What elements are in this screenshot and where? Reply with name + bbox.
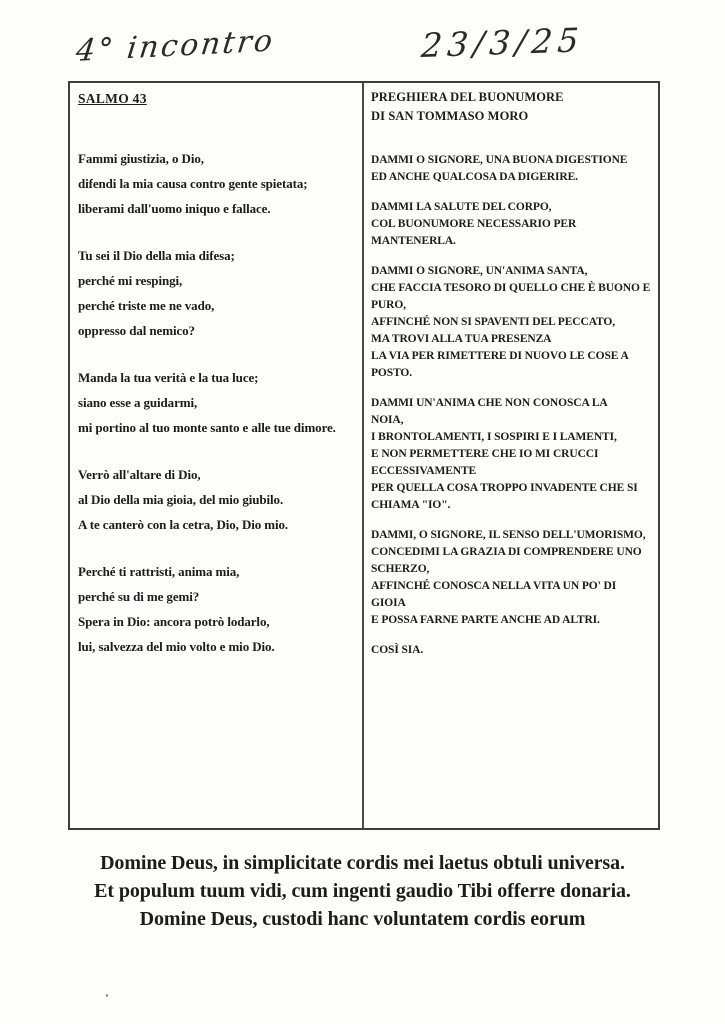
- text-line: Domine Deus, in simplicitate cordis mei laetus obtuli universa.: [100, 852, 625, 874]
- text-line: [371, 514, 654, 527]
- text-line: GIOIA: [371, 597, 406, 609]
- prayer-text: [371, 152, 654, 659]
- text-line: CHE FACCIA TESORO DI QUELLO CHE È BUONO E: [371, 282, 651, 294]
- text-line: perché triste me ne vado,: [78, 298, 215, 313]
- text-line: [78, 537, 358, 559]
- two-column-table: [68, 81, 660, 830]
- text-line: CONCEDIMI LA GRAZIA DI COMPRENDERE UNO: [371, 546, 642, 558]
- text-line: Perché ti rattristi, anima mia,: [78, 564, 240, 579]
- text-line: E POSSA FARNE PARTE ANCHE AD ALTRI.: [371, 614, 600, 626]
- text-line: LA VIA PER RIMETTERE DI NUOVO LE COSE A: [371, 350, 629, 362]
- text-line: POSTO.: [371, 367, 413, 379]
- text-line: difendi la mia causa contro gente spietata;: [78, 176, 308, 191]
- text-line: [78, 440, 358, 462]
- text-line: al Dio della mia gioia, del mio giubilo.: [78, 492, 284, 507]
- text-line: SCHERZO,: [371, 563, 430, 575]
- text-line: PURO,: [371, 299, 406, 311]
- text-line: DI SAN TOMMASO MORO: [371, 109, 529, 123]
- psalm-title: SALMO 43: [78, 91, 147, 106]
- text-line: [371, 250, 654, 263]
- text-line: DAMMI LA SALUTE DEL CORPO,: [371, 201, 552, 213]
- text-line: mi portino al tuo monte santo e alle tue dimore.: [78, 420, 336, 435]
- text-line: MANTENERLA.: [371, 235, 456, 247]
- text-line: PREGHIERA DEL BUONUMORE: [371, 90, 564, 104]
- text-line: Tu sei il Dio della mia difesa;: [78, 248, 235, 263]
- text-line: NOIA,: [371, 414, 404, 426]
- text-line: I BRONTOLAMENTI, I SOSPIRI E I LAMENTI,: [371, 431, 617, 443]
- text-line: [371, 629, 654, 642]
- scan-speck: [106, 994, 108, 997]
- prayer-title: [371, 88, 654, 126]
- text-line: DAMMI O SIGNORE, UNA BUONA DIGESTIONE: [371, 154, 628, 166]
- handwritten-date: 23/3/25: [420, 20, 585, 65]
- text-line: CHIAMA "IO".: [371, 499, 451, 511]
- text-line: AFFINCHÉ CONOSCA NELLA VITA UN PO' DI: [371, 580, 617, 592]
- text-line: siano esse a guidarmi,: [78, 395, 198, 410]
- text-line: DAMMI UN'ANIMA CHE NON CONOSCA LA: [371, 397, 608, 409]
- text-line: liberami dall'uomo iniquo e fallace.: [78, 201, 271, 216]
- text-line: PER QUELLA COSA TROPPO INVADENTE CHE SI: [371, 482, 638, 494]
- text-line: perché su di me gemi?: [78, 589, 200, 604]
- text-line: perché mi respingi,: [78, 273, 183, 288]
- text-line: MA TROVI ALLA TUA PRESENZA: [371, 333, 552, 345]
- text-line: Domine Deus, custodi hanc voluntatem cordis eorum: [139, 908, 586, 930]
- text-line: COL BUONUMORE NECESSARIO PER: [371, 218, 577, 230]
- psalm-column: [70, 83, 364, 828]
- text-line: E NON PERMETTERE CHE IO MI CRUCCI: [371, 448, 599, 460]
- text-line: Fammi giustizia, o Dio,: [78, 151, 204, 166]
- text-line: oppresso dal nemico?: [78, 323, 195, 338]
- text-line: DAMMI O SIGNORE, UN'ANIMA SANTA,: [371, 265, 588, 277]
- text-line: Spera in Dio: ancora potrò lodarlo,: [78, 614, 270, 629]
- text-line: lui, salvezza del mio volto e mio Dio.: [78, 639, 275, 654]
- text-line: COSÌ SIA.: [371, 644, 424, 656]
- text-line: Manda la tua verità e la tua luce;: [78, 370, 259, 385]
- text-line: A te canterò con la cetra, Dio, Dio mio.: [78, 517, 289, 532]
- text-line: ECCESSIVAMENTE: [371, 465, 477, 477]
- psalm-text: [78, 146, 358, 659]
- handwritten-session-label: 4° incontro: [74, 23, 277, 69]
- text-line: AFFINCHÉ NON SI SPAVENTI DEL PECCATO,: [371, 316, 616, 328]
- text-line: Verrò all'altare di Dio,: [78, 467, 201, 482]
- text-line: DAMMI, O SIGNORE, IL SENSO DELL'UMORISMO,: [371, 529, 646, 541]
- text-line: ED ANCHE QUALCOSA DA DIGERIRE.: [371, 171, 578, 183]
- text-line: [371, 186, 654, 199]
- text-line: [371, 382, 654, 395]
- text-line: [78, 221, 358, 243]
- text-line: [78, 343, 358, 365]
- prayer-column: [364, 83, 658, 828]
- latin-quotation: [0, 849, 725, 933]
- text-line: Et populum tuum vidi, cum ingenti gaudio Tibi offerre donaria.: [94, 880, 631, 902]
